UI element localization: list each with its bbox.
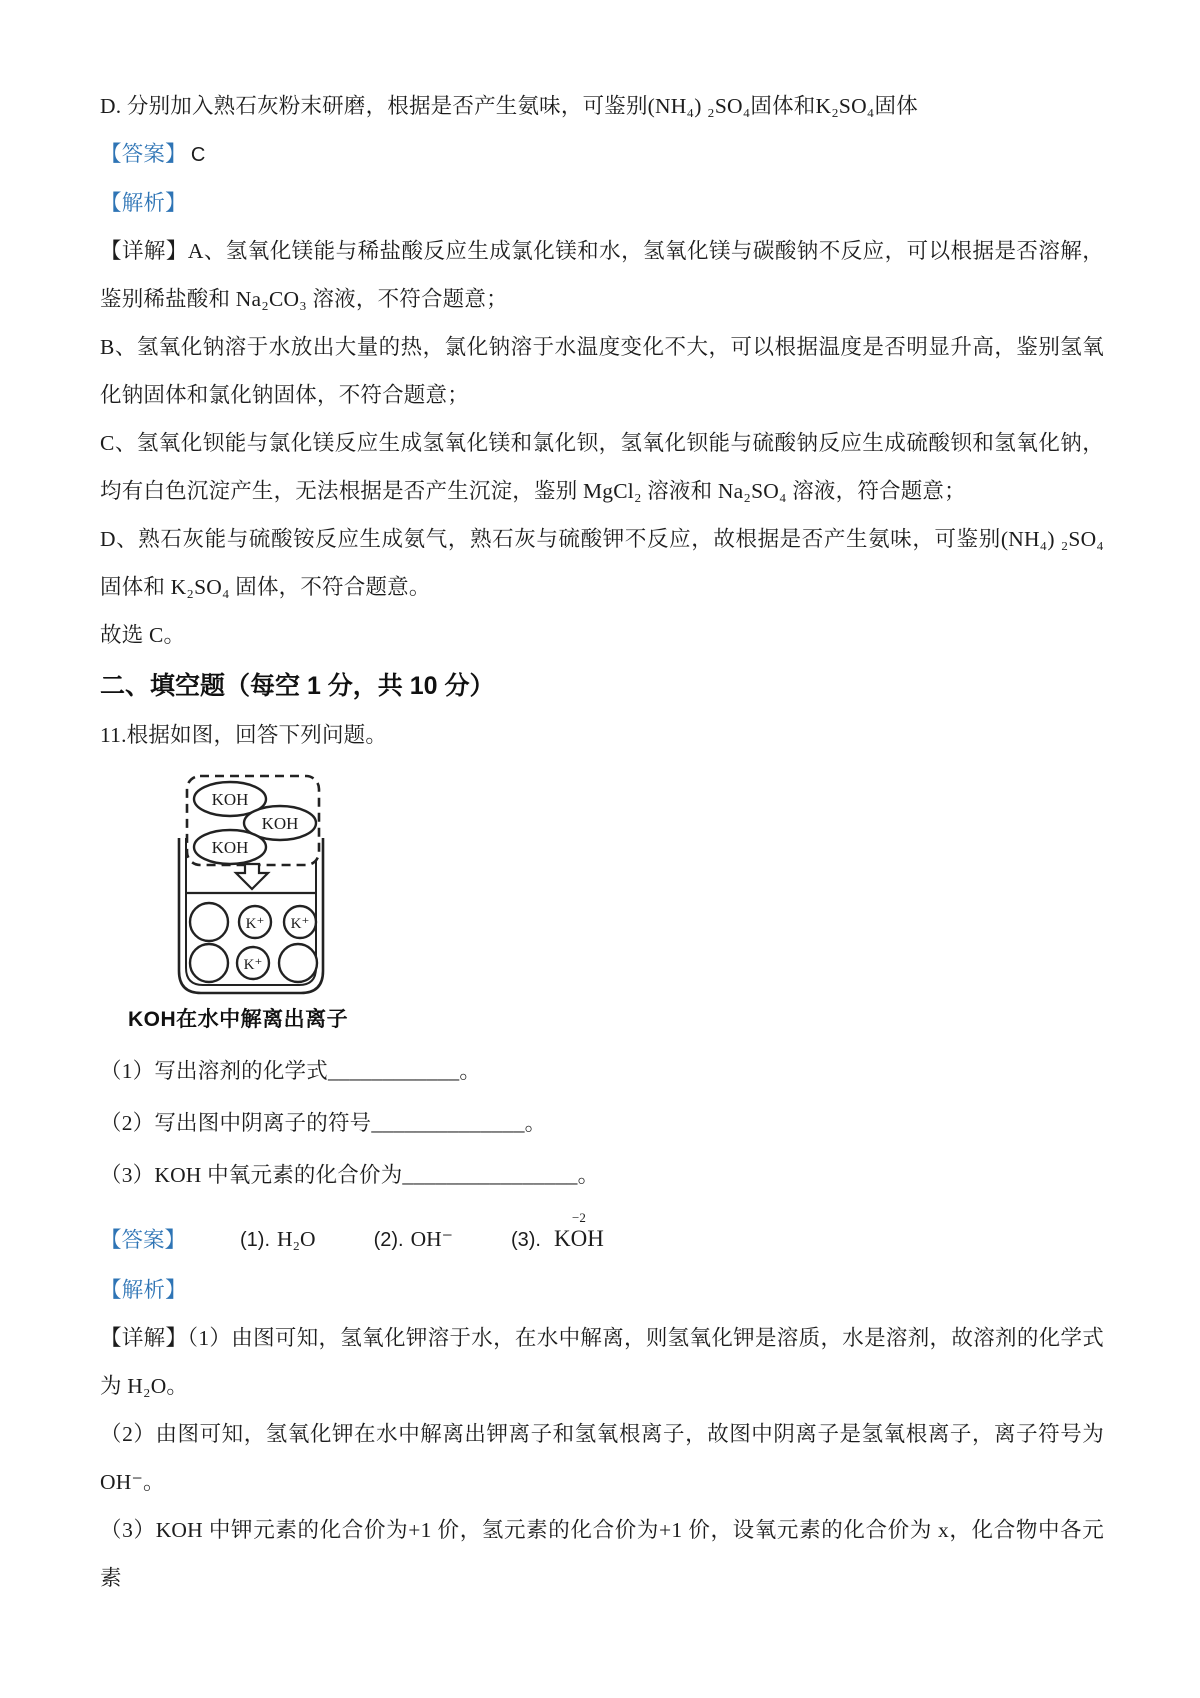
valence-value: −2 xyxy=(572,1210,586,1225)
answer-item-2 xyxy=(374,1219,453,1260)
q11-analysis-line xyxy=(100,1266,1104,1314)
answer-item-3 xyxy=(511,1211,604,1260)
diagram-caption: KOH在水中解离出离子 xyxy=(128,1008,349,1031)
sub-question-1: （1）写出溶剂的化学式____________。 xyxy=(100,1059,482,1083)
section-heading: 二、填空题（每空 1 分，共 10 分） xyxy=(100,672,495,700)
koh-diagram xyxy=(174,773,334,1001)
down-arrow-icon xyxy=(236,864,268,889)
koh-oval-label: KOH xyxy=(261,814,299,833)
answer-value: C xyxy=(190,144,206,166)
k-ion-label: K⁺ xyxy=(290,916,310,932)
answer-item-1 xyxy=(240,1219,316,1260)
answer-item-value: H₂O xyxy=(277,1227,316,1251)
q11-answer-line xyxy=(100,1211,1104,1260)
valence-notation xyxy=(554,1211,604,1254)
answer-item-prefix: (1). xyxy=(240,1229,271,1251)
q10-detail-paragraph-d: D、熟石灰能与硫酸铵反应生成氨气，熟石灰与硫酸钾不反应，故根据是否产生氨味，可鉴别(NH₄) ₂SO₄固体和 K₂SO₄ 固体，不符合题意。 xyxy=(100,527,1104,599)
answer-item-prefix: (2). xyxy=(373,1229,404,1251)
analysis-label: 【解析】 xyxy=(100,191,187,215)
q11-detail-paragraph-3: （3）KOH 中钾元素的化合价为+1 价，氢元素的化合价为+1 价，设氧元素的化合价为 x，化合物中各元素 xyxy=(100,1518,1104,1590)
koh-oval-label: KOH xyxy=(211,790,249,809)
analysis-label: 【解析】 xyxy=(100,1278,187,1302)
k-ion-label: K⁺ xyxy=(243,957,263,973)
koh-oval-label: KOH xyxy=(211,838,249,857)
koh-dissolution-figure xyxy=(128,773,434,1037)
answer-item-prefix: (3). xyxy=(510,1229,541,1251)
q10-conclusion: 故选 C。 xyxy=(100,623,186,647)
water-molecule-circle xyxy=(279,944,317,982)
answer-label: 【答案】 xyxy=(100,142,187,166)
k-ion-label: K⁺ xyxy=(245,916,265,932)
answer-label: 【答案】 xyxy=(100,1228,187,1252)
q10-detail-paragraph-c: C、氢氧化钡能与氯化镁反应生成氢氧化镁和氯化钡，氢氧化钡能与硫酸钠反应生成硫酸钡和氢氧化钠，均有白色沉淀产生，无法根据是否产生沉淀，鉴别 MgCl₂ 溶液和 Na₂SO₄ 溶液，符合题意； xyxy=(100,431,1104,503)
option-d-text: D. 分别加入熟石灰粉末研磨，根据是否产生氨味，可鉴别(NH₄) ₂SO₄固体和K₂SO₄固体 xyxy=(100,94,918,118)
valence-h: H xyxy=(587,1226,604,1251)
q10-detail-paragraph-a: 【详解】A、氢氧化镁能与稀盐酸反应生成氯化镁和水，氢氧化镁与碳酸钠不反应，可以根据是否溶解，鉴别稀盐酸和 Na₂CO₃ 溶液，不符合题意； xyxy=(100,239,1104,311)
sub-question-3: （3）KOH 中氧元素的化合价为________________。 xyxy=(100,1163,600,1187)
valence-k: K xyxy=(553,1226,571,1251)
q10-detail-paragraph-b: B、氢氧化钠溶于水放出大量的热，氯化钠溶于水温度变化不大，可以根据温度是否明显升高，鉴别氢氧化钠固体和氯化钠固体，不符合题意； xyxy=(100,335,1104,407)
q11-detail-paragraph-1: 【详解】（1）由图可知，氢氧化钾溶于水，在水中解离，则氢氧化钾是溶质，水是溶剂，故溶剂的化学式为 H₂O。 xyxy=(100,1326,1104,1398)
q10-analysis-line xyxy=(100,179,1104,227)
sub-question-2: （2）写出图中阴离子的符号______________。 xyxy=(100,1111,547,1135)
valence-o-column xyxy=(571,1211,588,1254)
q11-detail-paragraph-2: （2）由图可知，氢氧化钾在水中解离出钾离子和氢氧根离子，故图中阴离子是氢氧根离子，离子符号为 OH⁻。 xyxy=(100,1422,1104,1494)
water-molecule-circle xyxy=(190,903,228,941)
q11-intro: 11.根据如图，回答下列问题。 xyxy=(100,723,388,747)
water-molecule-circle xyxy=(190,944,228,982)
valence-o: O xyxy=(570,1226,588,1251)
answer-item-value: OH⁻ xyxy=(410,1227,453,1251)
q10-answer-line xyxy=(100,130,1104,179)
